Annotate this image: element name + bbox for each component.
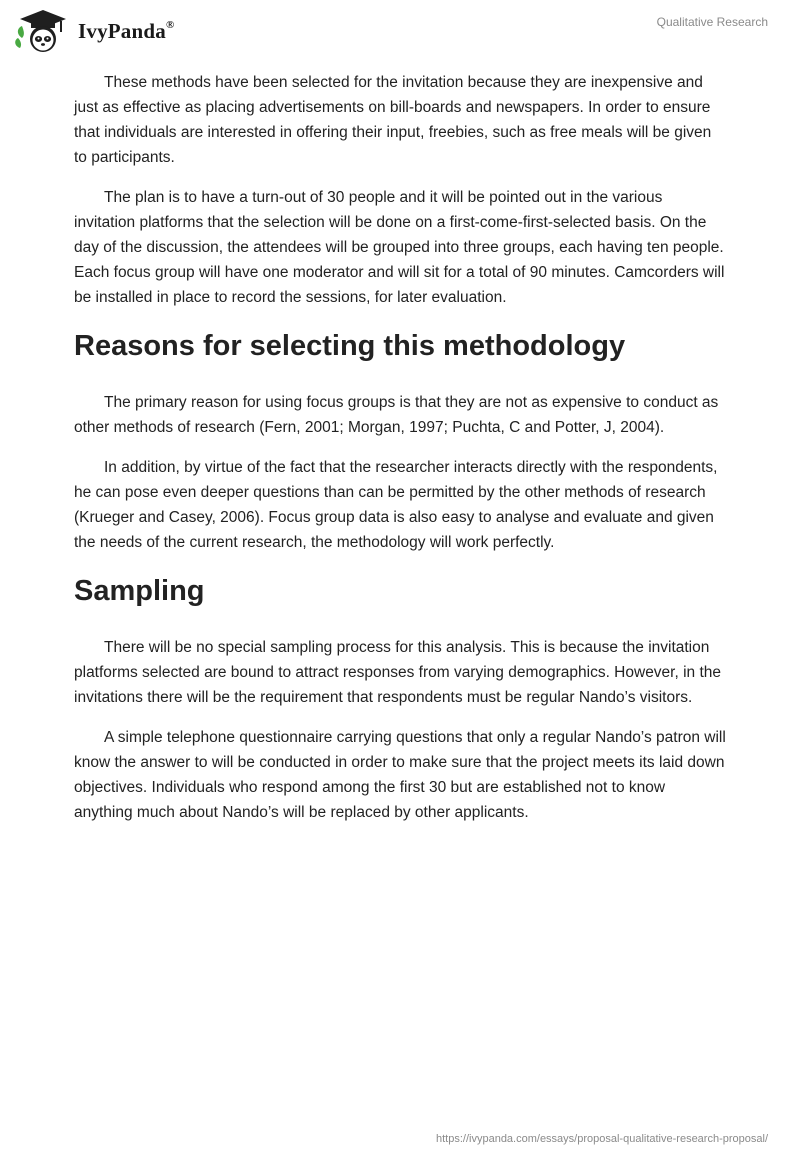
- paragraph: There will be no special sampling process for this analysis. This is because the invitation platforms selected are bound to attract responses from varying demographics. However, in the invitations there will be the requirement that respondents must be regular Nando’s visitors.: [74, 639, 722, 706]
- paragraph: A simple telephone questionnaire carrying questions that only a regular Nando’s patron will know the answer to will be conducted in order to make sure that the project meets its laid down objectives. Individuals who respond among the first 30 but are established not to know anything much about Nando’s will be replaced by other applicants.: [74, 729, 726, 821]
- ivypanda-logo[interactable]: [14, 8, 174, 54]
- paragraph: The plan is to have a turn-out of 30 people and it will be pointed out in the various invitation platforms that the selection will be done on a first-come-first-selected basis. On the day of the discussion, the attendees will be grouped into three groups, each having ten people. Each focus group will have one moderator and will sit for a total of 90 minutes. Camcorders will be installed in place to record the sessions, for later evaluation.: [74, 189, 725, 306]
- running-title: Qualitative Research: [656, 15, 768, 29]
- section-heading: Reasons for selecting this methodology: [74, 330, 626, 362]
- logo-name: IvyPanda: [78, 18, 166, 43]
- section-heading: Sampling: [74, 575, 205, 607]
- paragraph: The primary reason for using focus groups is that they are not as expensive to conduct as other methods of research (Fern, 2001; Morgan, 1997; Puchta, C and Potter, J, 2004).: [74, 394, 719, 436]
- registered-mark: ®: [165, 18, 175, 31]
- paragraph: These methods have been selected for the invitation because they are inexpensive and just as effective as placing advertisements on bill-boards and newspapers. In order to ensure that individuals are interested in offering their input, freebies, such as free meals will be given to participants.: [74, 74, 712, 166]
- paragraph: In addition, by virtue of the fact that the researcher interacts directly with the respondents, he can pose even deeper questions than can be permitted by the other methods of research (Krueger and Casey, 2006). Focus group data is also easy to analyse and evaluate and given the needs of the current research, the methodology will work perfectly.: [74, 459, 718, 551]
- logo-wordmark: [78, 19, 174, 44]
- source-url[interactable]: https://ivypanda.com/essays/proposal-qualitative-research-proposal/: [436, 1133, 768, 1145]
- essay-content: [74, 70, 726, 840]
- page-header: [0, 0, 800, 60]
- panda-graduate-icon: [14, 8, 72, 54]
